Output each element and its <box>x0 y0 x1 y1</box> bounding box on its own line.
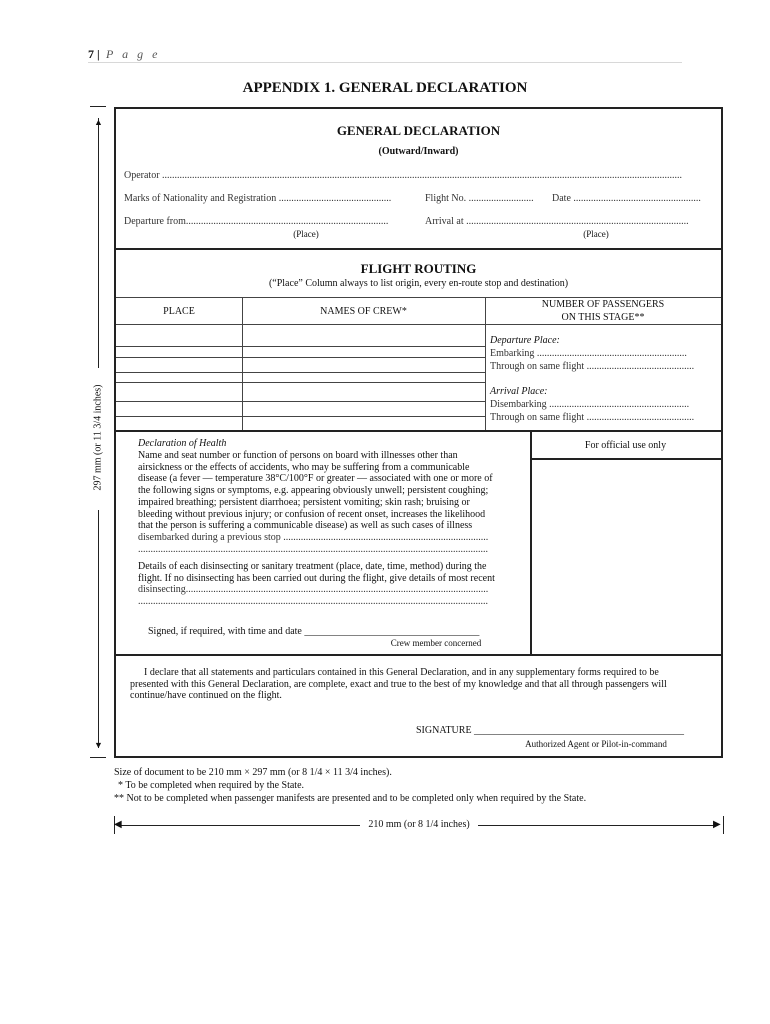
form-title: GENERAL DECLARATION <box>336 123 501 138</box>
width-arrow-line-left <box>120 825 360 826</box>
divider-header <box>116 248 721 250</box>
footnote-star: * To be completed when required by the State. <box>118 780 305 791</box>
divider-health <box>116 654 721 656</box>
health-divider <box>530 430 532 654</box>
official-use-rule <box>530 458 721 460</box>
row-line <box>116 382 485 383</box>
declaration-paragraph: I declare that all statements and particulars contained in this General Declaration, and in any supplementary forms required to be presented with this General Declaration, are complete, exact and true to the best of my knowledge and that all through passengers will continue/have continued on the flight. <box>130 667 667 702</box>
health-heading: Declaration of Health <box>138 438 227 449</box>
routing-subtitle: (“Place” Column always to list origin, every en-route stop and destination) <box>268 278 569 289</box>
dim-tick-bottom <box>90 757 106 758</box>
dim-tick-right <box>723 816 724 834</box>
signature-caption: Authorized Agent or Pilot-in-command <box>525 739 667 749</box>
routing-title: FLIGHT ROUTING <box>360 261 477 276</box>
footnote-size: Size of document to be 210 mm × 297 mm (or 8 1/4 × 11 3/4 inches). <box>114 767 392 778</box>
divider-routing <box>116 430 721 432</box>
height-arrow-line-bottom <box>98 510 99 748</box>
col-divider-2 <box>485 297 486 430</box>
arrow-down-icon: ▼ <box>94 740 103 750</box>
health-paragraph: Name and seat number or function of persons on board with illnesses other than airsickness or the effects of accidents, who may be suffering from a communicable disease (a fever — temperature 38°C/100°F or greater — associated with one or more of the following signs or symptoms, e.g. appearing obviously unwell; persistent coughing; impaired breathing; persistent diarrhoea; persistent vomiting; skin rash; bruising or bleeding without previous injury; or confusion of recent onset, increases the likelihood that the person is suffering a communicable disease) as well as such cases of illness disembarked during a previous stop .................................................................................. ............................................................................................................................................ <box>138 450 493 555</box>
row-line <box>116 416 485 417</box>
nationality-field[interactable]: Marks of Nationality and Registration ............................................. <box>124 193 392 204</box>
flight-no-field[interactable]: Flight No. .......................... <box>425 193 534 204</box>
dim-tick-top <box>90 106 106 107</box>
date-field[interactable]: Date ................................................... <box>552 193 701 204</box>
height-arrow-line-top <box>98 118 99 368</box>
arrow-up-icon: ▲ <box>94 117 103 127</box>
signature-field[interactable]: SIGNATURE __________________________________________ <box>416 725 685 736</box>
row-line <box>116 346 485 347</box>
arrow-left-icon: ◀ <box>114 819 122 830</box>
header-rule <box>88 62 682 63</box>
width-label: 210 mm (or 8 1/4 inches) <box>368 819 470 830</box>
col-passengers-1: NUMBER OF PASSENGERS <box>541 299 665 310</box>
page-number: 7 | <box>88 47 100 61</box>
crew-member-caption: Crew member concerned <box>390 638 482 648</box>
row-line <box>116 357 485 358</box>
row-line <box>116 372 485 373</box>
embarking-field[interactable]: Embarking ............................................................ <box>490 348 687 359</box>
general-declaration-form <box>114 107 723 758</box>
arrival-place-label: Arrival Place: <box>490 386 548 397</box>
place-caption-left: (Place) <box>293 229 319 239</box>
col-place: PLACE <box>163 306 195 317</box>
through-field-2[interactable]: Through on same flight ........................................... <box>490 412 695 423</box>
arrow-right-icon: ▶ <box>713 819 721 830</box>
row-line <box>116 401 485 402</box>
through-field-1[interactable]: Through on same flight ........................................... <box>490 361 695 372</box>
col-passengers-2: ON THIS STAGE** <box>561 312 645 323</box>
form-subtitle: (Outward/Inward) <box>378 146 459 157</box>
place-caption-right: (Place) <box>583 229 609 239</box>
disinsecting-paragraph: Details of each disinsecting or sanitary treatment (place, date, time, method) during the flight. If no disinsecting has been carried out during the flight, give details of most recent disinsecting......................................................................................................................... ............................................................................................................................................ <box>138 561 495 608</box>
height-label: 297 mm (or 11 3/4 inches) <box>92 384 104 491</box>
departure-field[interactable]: Departure from................................................................................. <box>124 216 389 227</box>
col-crew: NAMES OF CREW* <box>320 306 407 317</box>
operator-field[interactable]: Operator ................................................................................................................................................................................................................ <box>124 170 683 181</box>
col-divider-1 <box>242 297 243 430</box>
routing-header-bottom <box>116 324 721 325</box>
signed-field[interactable]: Signed, if required, with time and date ___________________________________ <box>148 626 480 637</box>
footnote-double-star: ** Not to be completed when passenger manifests are presented and to be completed only when required by the State. <box>114 793 587 804</box>
official-use-label: For official use only <box>584 440 667 451</box>
departure-place-label: Departure Place: <box>490 335 560 346</box>
routing-header-top <box>116 297 721 298</box>
width-arrow-line-right <box>478 825 716 826</box>
appendix-title: APPENDIX 1. GENERAL DECLARATION <box>242 80 528 96</box>
arrival-field[interactable]: Arrival at ......................................................................................... <box>425 216 689 227</box>
disembarking-field[interactable]: Disembarking ........................................................ <box>490 399 690 410</box>
page-word: P a g e <box>106 47 161 61</box>
